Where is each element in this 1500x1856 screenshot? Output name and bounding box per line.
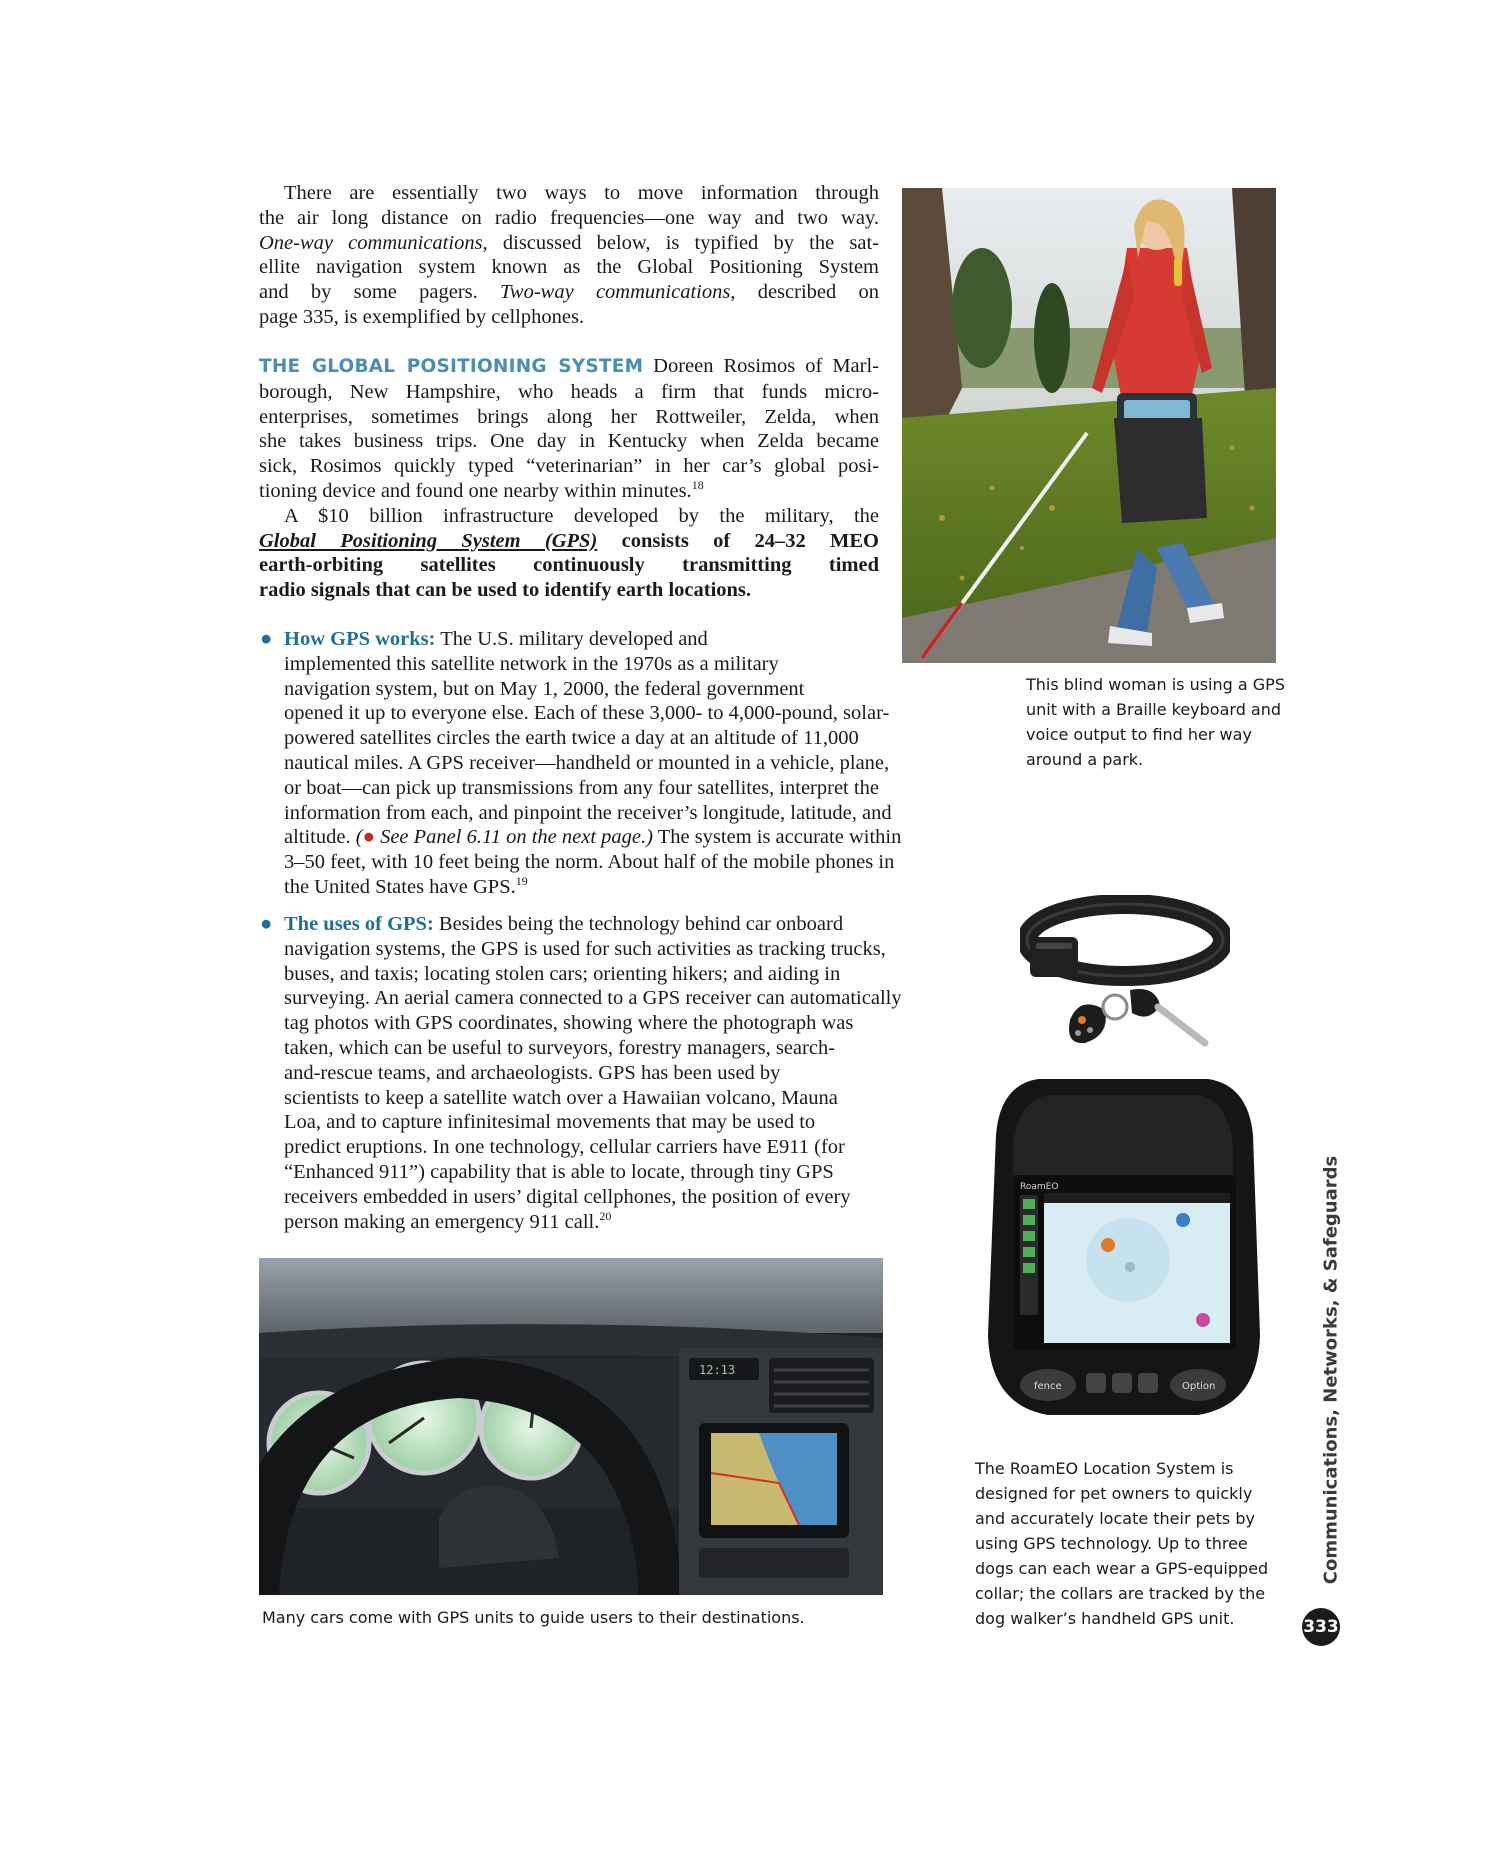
- bullet1-line-3: navigation system, but on May 1, 2000, the federal government: [284, 677, 805, 700]
- bullet2-line-5: tag photos with GPS coordinates, showing where the photograph was: [284, 1012, 854, 1035]
- bullet-dot: ●: [260, 628, 273, 650]
- collar-illustration: [1020, 895, 1230, 1065]
- bullet2-line-3: buses, and taxis; locating stolen cars; orienting hikers; and aiding in: [284, 962, 841, 985]
- pet-marker-icon: [1101, 1238, 1115, 1252]
- bullet1-line-10: 3–50 feet, with 10 feet being the norm. About half of the mobile phones in: [284, 851, 895, 874]
- gps-line-4: she takes business trips. One day in Kentucky when Zelda became: [259, 430, 879, 453]
- bullet2-line-13: [284, 1210, 902, 1235]
- see-panel-ref: See Panel 6.11 on the next page.): [374, 826, 653, 849]
- car-dashboard-photo: [259, 1258, 883, 1595]
- bullet1-line-1: [284, 627, 901, 652]
- gps-line-1: [259, 354, 879, 380]
- gps-section: [259, 354, 879, 603]
- bullet1-line-9: [284, 825, 901, 850]
- gps-def-line-3: radio signals that can be used to identify earth locations.: [259, 579, 752, 602]
- bullet2-line-2: navigation systems, the GPS is used for such activities as tracking trucks,: [284, 937, 886, 960]
- gps-line-3: enterprises, sometimes brings along her Rottweiler, Zelda, when: [259, 405, 879, 428]
- bullet2-line-12: receivers embedded in users’ digital cellphones, the position of every: [284, 1185, 851, 1208]
- bullet2-last-line: person making an emergency 911 call.: [284, 1210, 600, 1233]
- fence-button-label: fence: [1034, 1381, 1062, 1392]
- bullet2-first-rest: Besides being the technology behind car onboard: [433, 913, 844, 935]
- caption-line: designed for pet owners to quickly: [975, 1484, 1253, 1503]
- bullet2-line-6: taken, which can be useful to surveyors, forestry managers, search-: [284, 1036, 836, 1059]
- dog-collar-photo: [1020, 895, 1230, 1065]
- page-number: 333: [1302, 1608, 1340, 1646]
- caption-line: around a park.: [1026, 750, 1144, 769]
- bullet1-first-rest: The U.S. military developed and: [435, 628, 708, 650]
- bullet2-line-9: Loa, and to capture infinitesimal movements that may be used to: [284, 1111, 816, 1134]
- bullet2-line-10: predict eruptions. In one technology, cellular carriers have E911 (for: [284, 1136, 845, 1159]
- blind-woman-caption: [1026, 672, 1296, 772]
- intro-line-5-rest: described on: [735, 281, 879, 304]
- pet-marker-icon: [1196, 1313, 1210, 1327]
- intro-line-1: There are essentially two ways to move information through: [284, 182, 879, 204]
- caption-line: dog walker’s handheld GPS unit.: [975, 1609, 1235, 1628]
- caption-line: collar; the collars are tracked by the: [975, 1584, 1266, 1603]
- bullet1-line-2: implemented this satellite network in the 1970s as a military: [284, 652, 779, 675]
- chapter-side-tab: [1317, 1155, 1345, 1585]
- gps-line-6: [259, 479, 879, 504]
- gps-line-5: sick, Rosimos quickly typed “veterinarian” in her car’s global posi-: [259, 455, 879, 478]
- gps-def-line-1: [259, 529, 879, 554]
- footnote-ref-18: 18: [691, 478, 704, 493]
- gps-term: Global Positioning System (GPS): [259, 529, 598, 552]
- section-heading: THE GLOBAL POSITIONING SYSTEM: [259, 356, 644, 377]
- bullet1-line-6: nautical miles. A GPS receiver—handheld or mounted in a vehicle, plane,: [284, 751, 890, 774]
- footnote-ref-19: 19: [515, 874, 528, 889]
- bullet2-line-7: and-rescue teams, and archaeologists. GPS has been used by: [284, 1061, 781, 1084]
- option-button-label: Option: [1182, 1381, 1216, 1392]
- bullet1-line-7: or boat—can pick up transmissions from any four satellites, interpret the: [284, 776, 879, 799]
- bullet1-line-5: powered satellites circles the earth twice a day at an altitude of 11,000: [284, 727, 859, 750]
- cross-ref-dot: ●: [362, 826, 375, 849]
- see-paren: (: [355, 826, 363, 849]
- intro-paragraph: [259, 181, 879, 330]
- oneway-term: One-way communications,: [259, 231, 488, 254]
- bullet1-last-line: the United States have GPS.: [284, 875, 516, 898]
- caption-line: voice output to find her way: [1026, 725, 1252, 744]
- intro-line-5: [259, 280, 879, 305]
- roameo-caption: [975, 1456, 1275, 1631]
- gps-line-2: borough, New Hampshire, who heads a firm that funds micro-: [259, 380, 879, 403]
- intro-and-by: and by some pagers.: [259, 281, 501, 304]
- bullet2-heading: The uses of GPS:: [284, 913, 434, 935]
- caption-line: This blind woman is using a GPS: [1026, 675, 1285, 694]
- caption-line: and accurately locate their pets by: [975, 1509, 1255, 1528]
- intro-line-3-rest: discussed below, is typified by the sat-: [487, 231, 879, 254]
- intro-line-4: ellite navigation system known as the Global Positioning System: [259, 256, 879, 279]
- twoway-term: Two-way communications,: [500, 281, 736, 304]
- blind-woman-illustration: [902, 188, 1276, 663]
- bullet1-alt-rest: The system is accurate within: [652, 826, 902, 849]
- bullet1-line-11: [284, 875, 901, 900]
- caption-line: using GPS technology. Up to three: [975, 1534, 1248, 1553]
- bullet1-heading: How GPS works:: [284, 628, 436, 650]
- bullet-how-gps-works: [260, 627, 902, 900]
- bullet1-line-4: opened it up to everyone else. Each of these 3,000- to 4,000-pound, solar-: [284, 702, 890, 725]
- footnote-ref-20: 20: [599, 1208, 612, 1223]
- dash-clock: 12:13: [699, 1363, 736, 1377]
- gps-def-line-2: earth-orbiting satellites continuously transmitting timed: [259, 554, 879, 577]
- caption-line: dogs can each wear a GPS-equipped: [975, 1559, 1269, 1578]
- gps-last-line: tioning device and found one nearby within minutes.: [259, 479, 692, 502]
- roameo-device-photo: [978, 1075, 1268, 1425]
- chapter-title: Communications, Networks, & Safeguards: [1320, 1155, 1342, 1585]
- pet-marker-icon: [1176, 1213, 1190, 1227]
- caption-line: The RoamEO Location System is: [975, 1459, 1234, 1478]
- blind-woman-photo: [902, 188, 1276, 663]
- bullet2-line-8: scientists to keep a satellite watch over a Hawaiian volcano, Mauna: [284, 1086, 838, 1109]
- bullet2-line-4: surveying. An aerial camera connected to a GPS receiver can automatically: [284, 987, 902, 1010]
- caption-line: unit with a Braille keyboard and: [1026, 700, 1282, 719]
- gps-para2-line-1: A $10 billion infrastructure developed by the military, the: [284, 504, 879, 527]
- gps-def-rest: consists of 24–32 MEO: [597, 529, 880, 552]
- bullet1-alt-start: altitude.: [284, 826, 356, 849]
- roameo-illustration: [978, 1075, 1268, 1425]
- bullet-dot: ●: [260, 913, 273, 935]
- bullet2-line-11: “Enhanced 911”) capability that is able to locate, through tiny GPS: [284, 1160, 834, 1183]
- car-dashboard-illustration: [259, 1258, 883, 1595]
- bullet1-line-8: information from each, and pinpoint the receiver’s longitude, latitude, and: [284, 801, 892, 824]
- intro-line-2: the air long distance on radio frequencies—one way and two way.: [259, 206, 879, 229]
- bullet2-line-1: [284, 912, 902, 937]
- bullet-uses-of-gps: [260, 912, 902, 1234]
- intro-line-6: page 335, is exemplified by cellphones.: [259, 305, 585, 328]
- caption-line: Many cars come with GPS units to guide users to their destinations.: [262, 1608, 805, 1627]
- device-brand: RoamEO: [1020, 1182, 1059, 1192]
- intro-line-3: [259, 231, 879, 256]
- car-caption: [262, 1605, 902, 1630]
- gps-heading-rest: Doreen Rosimos of Marl-: [643, 355, 880, 377]
